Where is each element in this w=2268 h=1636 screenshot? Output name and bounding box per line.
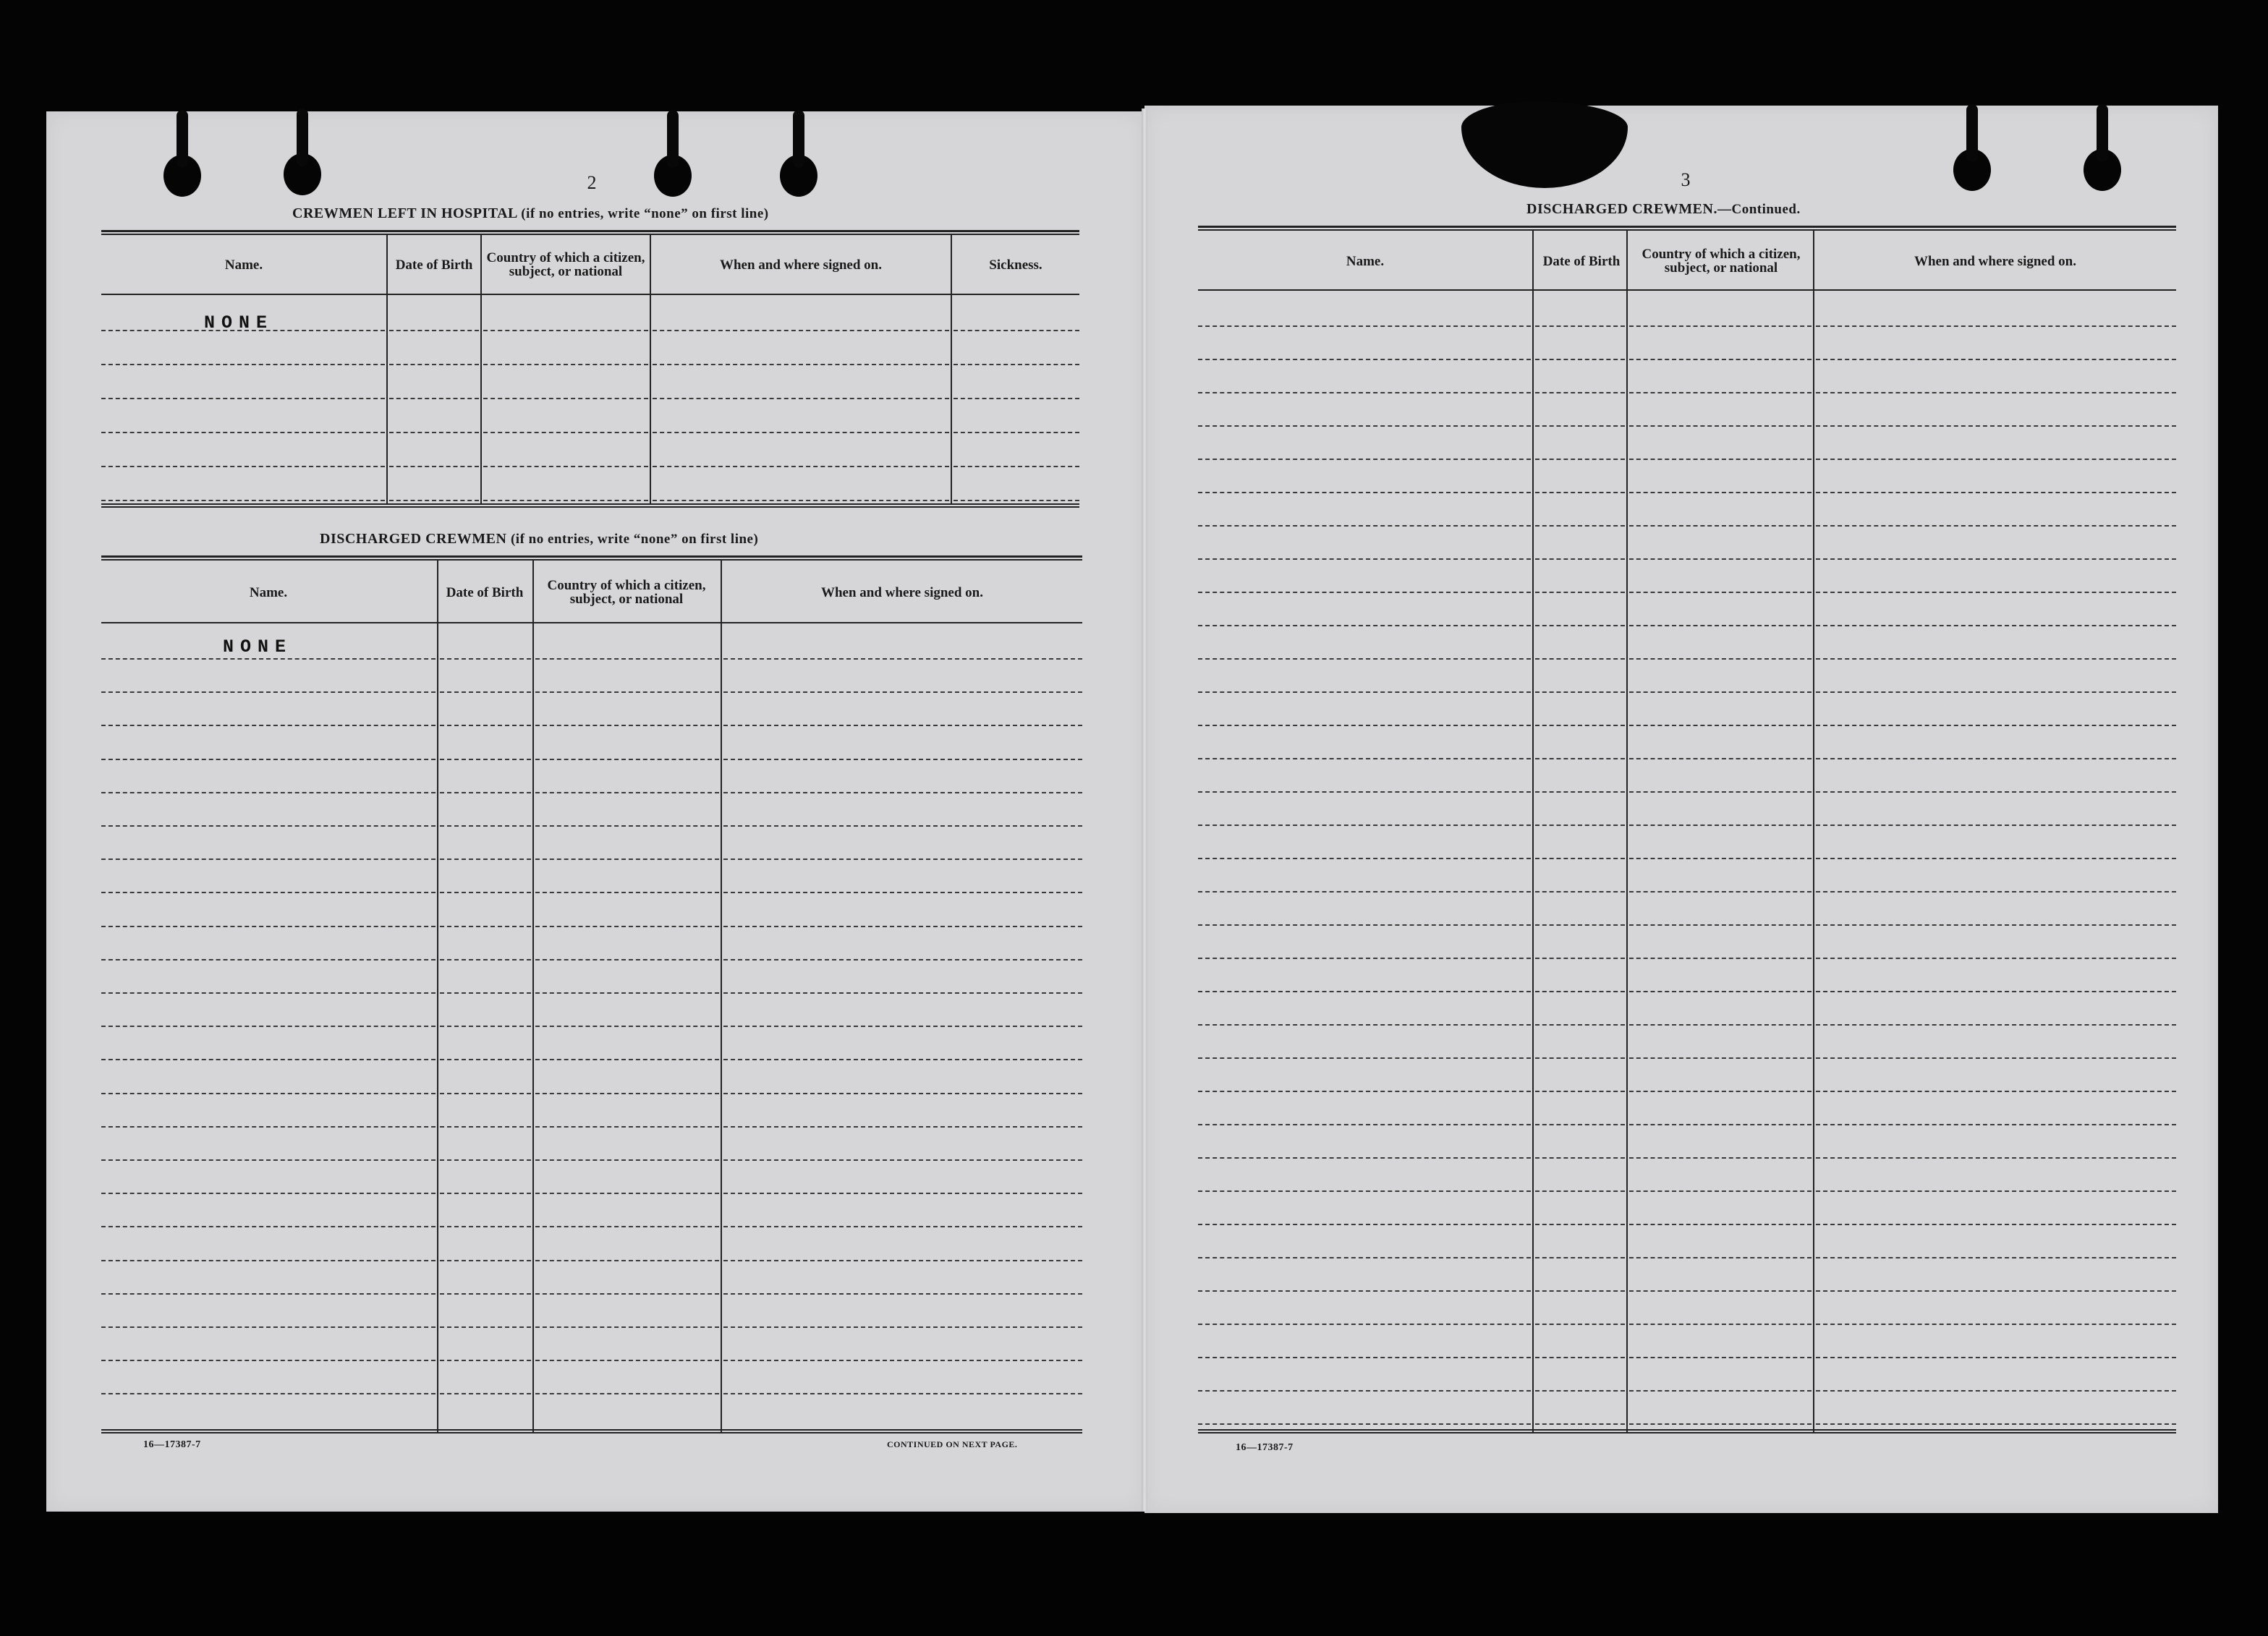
blank-entry-line (1198, 1024, 1531, 1026)
blank-entry-line (440, 1260, 531, 1261)
blank-entry-line (1535, 1423, 1625, 1425)
column-header-signed-on: When and where signed on. (820, 584, 983, 600)
blank-entry-line (1629, 459, 1812, 460)
form-number: 16—17387-7 (143, 1439, 201, 1450)
blank-entry-line (653, 500, 949, 501)
blank-entry-line (1535, 1390, 1625, 1392)
blank-entry-line (1629, 791, 1812, 793)
blank-entry-line (535, 992, 719, 994)
blank-entry-line (1629, 658, 1812, 660)
blank-entry-line (1629, 825, 1812, 826)
column-header-country: Country of which a citizen, subject, or national (1641, 247, 1801, 276)
blank-entry-line (1535, 1157, 1625, 1159)
blank-entry-line (1629, 1290, 1812, 1292)
blank-entry-line (1629, 492, 1812, 493)
blank-entry-line (1816, 991, 2176, 992)
blank-entry-line (954, 432, 1079, 433)
blank-entry-line (483, 398, 648, 399)
blank-entry-line (535, 1226, 719, 1227)
blank-entry-line (1629, 1390, 1812, 1392)
blank-entry-line (1535, 725, 1625, 726)
blank-entry-line (954, 500, 1079, 501)
blank-entry-line (535, 859, 719, 860)
blank-entry-line (723, 1360, 1082, 1361)
blank-entry-line (1816, 592, 2176, 593)
blank-entry-line (101, 959, 436, 960)
blank-entry-line (1535, 658, 1625, 660)
blank-entry-line (1629, 1423, 1812, 1425)
page-number: 3 (1681, 169, 1691, 190)
blank-entry-line (1816, 1423, 2176, 1425)
blank-entry-line (1816, 825, 2176, 826)
blank-entry-line (389, 500, 479, 501)
blank-entry-line (101, 725, 436, 726)
blank-entry-line (101, 1326, 436, 1328)
blank-entry-line (1535, 625, 1625, 626)
blank-entry-line (1535, 1057, 1625, 1059)
blank-entry-line (535, 1326, 719, 1328)
blank-entry-line (1629, 1124, 1812, 1125)
blank-entry-line (1198, 1390, 1531, 1392)
blank-entry-line (1629, 891, 1812, 892)
blank-entry-line (1535, 958, 1625, 959)
blank-entry-line (1816, 392, 2176, 393)
blank-entry-line (1198, 658, 1531, 660)
blank-entry-line (1816, 1157, 2176, 1159)
blank-entry-line (1535, 924, 1625, 926)
section-title-note: (if no entries, write “none” on first line) (510, 532, 759, 547)
column-header-sickness: Sickness. (989, 257, 1042, 273)
column-header-name: Name. (224, 257, 263, 273)
punch-hole (654, 155, 692, 197)
blank-entry-line (723, 1093, 1082, 1094)
blank-entry-line (483, 364, 648, 365)
continued-note: CONTINUED ON NEXT PAGE. (887, 1439, 1018, 1449)
scan-background (0, 1519, 2268, 1636)
page-fold (1142, 108, 1147, 1512)
page-number: 2 (587, 172, 597, 193)
blank-entry-line (440, 691, 531, 693)
discharged-continued-table (1198, 226, 2176, 1436)
blank-entry-line (1198, 625, 1531, 626)
blank-entry-line (1535, 791, 1625, 793)
blank-entry-line (535, 959, 719, 960)
blank-entry-line (1198, 359, 1531, 360)
blank-entry-line (1816, 891, 2176, 892)
blank-entry-line (1198, 858, 1531, 859)
blank-entry-line (723, 1126, 1082, 1128)
blank-entry-line (1629, 958, 1812, 959)
blank-entry-line (1535, 891, 1625, 892)
blank-entry-line (440, 1360, 531, 1361)
blank-entry-line (1629, 425, 1812, 427)
blank-entry-line (1198, 459, 1531, 460)
blank-entry-line (1535, 459, 1625, 460)
blank-entry-line (1198, 425, 1531, 427)
blank-entry-line (101, 691, 436, 693)
blank-entry-line (1629, 392, 1812, 393)
blank-entry-line (723, 892, 1082, 893)
blank-entry-line (101, 1393, 436, 1394)
blank-entry-line (440, 1059, 531, 1060)
blank-entry-line (1535, 1024, 1625, 1026)
blank-entry-line (1816, 924, 2176, 926)
blank-entry-line (1816, 625, 2176, 626)
punch-hole (284, 153, 321, 195)
blank-entry-line (723, 1260, 1082, 1261)
blank-entry-line (101, 825, 436, 827)
blank-entry-line (440, 926, 531, 927)
column-header-signed-on: When and where signed on. (1914, 253, 2076, 269)
blank-entry-line (1629, 725, 1812, 726)
blank-entry-line (535, 1260, 719, 1261)
blank-entry-line (1629, 1057, 1812, 1059)
section-title-bold: DISCHARGED CREWMEN. (1526, 201, 1717, 217)
blank-entry-line (101, 1193, 436, 1194)
blank-entry-line (1816, 958, 2176, 959)
blank-entry-line (723, 959, 1082, 960)
blank-entry-line (101, 1360, 436, 1361)
blank-entry-line (101, 759, 436, 760)
blank-entry-line (440, 1026, 531, 1027)
blank-entry-line (1198, 991, 1531, 992)
blank-entry-line (723, 759, 1082, 760)
blank-entry-line (101, 364, 385, 365)
blank-entry-line (1198, 1324, 1531, 1325)
blank-entry-line (1535, 1257, 1625, 1258)
blank-entry-line (535, 1293, 719, 1295)
blank-entry-line (483, 330, 648, 331)
discharged-section-title (320, 531, 758, 548)
blank-entry-line (1816, 1190, 2176, 1192)
blank-entry-line (723, 691, 1082, 693)
blank-entry-line (440, 825, 531, 827)
blank-entry-line (1816, 1057, 2176, 1059)
blank-entry-line (483, 432, 648, 433)
blank-entry-line (1629, 1157, 1812, 1159)
blank-entry-line (101, 1159, 436, 1161)
blank-entry-line (1629, 1224, 1812, 1225)
blank-entry-line (954, 364, 1079, 365)
blank-entry-line (1629, 1091, 1812, 1092)
blank-entry-line (440, 792, 531, 793)
blank-entry-line (1535, 1224, 1625, 1225)
section-title-note: (if no entries, write “none” on first line) (521, 206, 769, 221)
blank-entry-line (535, 1026, 719, 1027)
blank-entry-line (535, 725, 719, 726)
section-title-suffix: —Continued. (1717, 202, 1801, 217)
blank-entry-line (101, 1059, 436, 1060)
blank-entry-line (1816, 1324, 2176, 1325)
blank-entry-line (1629, 991, 1812, 992)
blank-entry-line (1816, 1091, 2176, 1092)
blank-entry-line (1816, 658, 2176, 660)
blank-entry-line (1198, 1423, 1531, 1425)
blank-entry-line (1198, 691, 1531, 693)
blank-entry-line (1816, 459, 2176, 460)
blank-entry-line (1816, 1290, 2176, 1292)
blank-entry-line (954, 466, 1079, 467)
blank-entry-line (440, 859, 531, 860)
blank-entry-line (1629, 1190, 1812, 1192)
blank-entry-line (535, 792, 719, 793)
blank-entry-line (535, 1093, 719, 1094)
column-header-name: Name. (249, 584, 288, 600)
blank-entry-line (535, 691, 719, 693)
blank-entry-line (440, 892, 531, 893)
blank-entry-line (723, 825, 1082, 827)
blank-entry-line (1198, 1257, 1531, 1258)
blank-entry-line (101, 1126, 436, 1128)
blank-entry-line (1816, 1024, 2176, 1026)
blank-entry-line (723, 792, 1082, 793)
column-header-date-of-birth: Date of Birth (1542, 253, 1621, 269)
blank-entry-line (1198, 525, 1531, 527)
blank-entry-line (723, 1226, 1082, 1227)
blank-entry-line (1816, 858, 2176, 859)
blank-entry-line (1535, 359, 1625, 360)
blank-entry-line (1816, 1357, 2176, 1358)
blank-entry-line (1816, 725, 2176, 726)
blank-entry-line (1816, 558, 2176, 560)
blank-entry-line (101, 1226, 436, 1227)
blank-entry-line (1198, 924, 1531, 926)
blank-entry-line (1535, 825, 1625, 826)
blank-entry-line (723, 1293, 1082, 1295)
blank-entry-line (535, 1360, 719, 1361)
blank-entry-line (954, 398, 1079, 399)
blank-entry-line (1198, 891, 1531, 892)
blank-entry-line (101, 992, 436, 994)
discharged-continued-title (1526, 201, 1801, 218)
blank-entry-line (1535, 858, 1625, 859)
blank-entry-line (440, 1393, 531, 1394)
blank-entry-line (101, 859, 436, 860)
blank-entry-line (1198, 1057, 1531, 1059)
blank-entry-line (101, 1093, 436, 1094)
discharged-table (101, 555, 1082, 1436)
punch-hole (163, 155, 201, 197)
blank-entry-line (723, 859, 1082, 860)
section-title-bold: CREWMEN LEFT IN HOSPITAL (292, 205, 517, 221)
blank-entry-line (1535, 425, 1625, 427)
column-header-name: Name. (1346, 253, 1385, 269)
blank-entry-line (101, 926, 436, 927)
blank-entry-line (1198, 325, 1531, 327)
column-header-signed-on: When and where signed on. (719, 257, 882, 273)
blank-entry-line (101, 658, 436, 660)
blank-entry-line (1198, 758, 1531, 759)
blank-entry-line (1629, 758, 1812, 759)
form-number: 16—17387-7 (1236, 1442, 1294, 1453)
blank-entry-line (101, 432, 385, 433)
blank-entry-line (1198, 392, 1531, 393)
punch-hole (780, 155, 817, 197)
blank-entry-line (1535, 525, 1625, 527)
blank-entry-line (1198, 825, 1531, 826)
discharged-entry-none: NONE (223, 636, 293, 657)
blank-entry-line (723, 1059, 1082, 1060)
blank-entry-line (1198, 592, 1531, 593)
blank-entry-line (723, 1026, 1082, 1027)
blank-entry-line (653, 330, 949, 331)
column-header-country: Country of which a citizen, subject, or national (486, 250, 645, 279)
blank-entry-line (535, 658, 719, 660)
blank-entry-line (101, 466, 385, 467)
blank-entry-line (101, 398, 385, 399)
blank-entry-line (723, 725, 1082, 726)
blank-entry-line (1535, 1124, 1625, 1125)
blank-entry-line (723, 1159, 1082, 1161)
blank-entry-line (653, 466, 949, 467)
blank-entry-line (653, 432, 949, 433)
blank-entry-line (535, 1126, 719, 1128)
blank-entry-line (1816, 1124, 2176, 1125)
blank-entry-line (535, 759, 719, 760)
blank-entry-line (1198, 492, 1531, 493)
section-title-bold: DISCHARGED CREWMEN (320, 531, 507, 547)
blank-entry-line (1198, 1124, 1531, 1125)
blank-entry-line (440, 1126, 531, 1128)
blank-entry-line (1198, 791, 1531, 793)
blank-entry-line (1816, 359, 2176, 360)
blank-entry-line (389, 330, 479, 331)
blank-entry-line (535, 1193, 719, 1194)
hospital-section-title (292, 205, 769, 222)
blank-entry-line (1535, 1091, 1625, 1092)
blank-entry-line (1629, 1357, 1812, 1358)
blank-entry-line (723, 992, 1082, 994)
blank-entry-line (1535, 1190, 1625, 1192)
blank-entry-line (535, 892, 719, 893)
blank-entry-line (440, 725, 531, 726)
blank-entry-line (535, 1159, 719, 1161)
blank-entry-line (653, 398, 949, 399)
blank-entry-line (1198, 725, 1531, 726)
blank-entry-line (1816, 1224, 2176, 1225)
blank-entry-line (389, 432, 479, 433)
blank-entry-line (1629, 359, 1812, 360)
blank-entry-line (101, 1293, 436, 1295)
blank-entry-line (653, 364, 949, 365)
blank-entry-line (1629, 558, 1812, 560)
blank-entry-line (1816, 691, 2176, 693)
blank-entry-line (440, 1326, 531, 1328)
blank-entry-line (1535, 325, 1625, 327)
blank-entry-line (1816, 1257, 2176, 1258)
blank-entry-line (440, 658, 531, 660)
blank-entry-line (440, 1093, 531, 1094)
blank-entry-line (1629, 592, 1812, 593)
blank-entry-line (1198, 1290, 1531, 1292)
blank-entry-line (535, 926, 719, 927)
hospital-entry-none: NONE (204, 312, 274, 333)
blank-entry-line (535, 825, 719, 827)
blank-entry-line (389, 398, 479, 399)
blank-entry-line (723, 926, 1082, 927)
column-header-country: Country of which a citizen, subject, or national (547, 578, 706, 607)
blank-entry-line (1535, 392, 1625, 393)
blank-entry-line (1535, 558, 1625, 560)
blank-entry-line (101, 500, 385, 501)
blank-entry-line (1535, 991, 1625, 992)
blank-entry-line (440, 1193, 531, 1194)
blank-entry-line (954, 330, 1079, 331)
blank-entry-line (1198, 558, 1531, 560)
hospital-table (101, 230, 1079, 509)
blank-entry-line (1629, 691, 1812, 693)
blank-entry-line (1816, 525, 2176, 527)
blank-entry-line (535, 1059, 719, 1060)
blank-entry-line (1629, 325, 1812, 327)
blank-entry-line (1816, 758, 2176, 759)
blank-entry-line (1535, 492, 1625, 493)
blank-entry-line (483, 500, 648, 501)
blank-entry-line (389, 466, 479, 467)
blank-entry-line (483, 466, 648, 467)
blank-entry-line (1198, 1091, 1531, 1092)
blank-entry-line (389, 364, 479, 365)
blank-entry-line (1535, 1324, 1625, 1325)
blank-entry-line (1816, 492, 2176, 493)
blank-entry-line (101, 1260, 436, 1261)
blank-entry-line (101, 1026, 436, 1027)
blank-entry-line (1629, 1324, 1812, 1325)
blank-entry-line (440, 759, 531, 760)
blank-entry-line (1816, 325, 2176, 327)
blank-entry-line (1535, 691, 1625, 693)
blank-entry-line (1535, 592, 1625, 593)
punch-hole (1953, 149, 1991, 191)
blank-entry-line (1629, 625, 1812, 626)
blank-entry-line (1629, 924, 1812, 926)
blank-entry-line (1629, 525, 1812, 527)
blank-entry-line (440, 1293, 531, 1295)
blank-entry-line (1198, 1190, 1531, 1192)
column-header-date-of-birth: Date of Birth (446, 584, 524, 600)
blank-entry-line (1535, 758, 1625, 759)
punch-hole (2084, 149, 2121, 191)
blank-entry-line (1629, 858, 1812, 859)
blank-entry-line (535, 1393, 719, 1394)
blank-entry-line (1629, 1257, 1812, 1258)
blank-entry-line (101, 892, 436, 893)
blank-entry-line (1816, 425, 2176, 427)
blank-entry-line (1535, 1357, 1625, 1358)
blank-entry-line (1198, 958, 1531, 959)
blank-entry-line (1816, 791, 2176, 793)
blank-entry-line (440, 992, 531, 994)
column-header-date-of-birth: Date of Birth (395, 257, 473, 273)
blank-entry-line (1198, 1157, 1531, 1159)
blank-entry-line (1198, 1224, 1531, 1225)
blank-entry-line (101, 792, 436, 793)
blank-entry-line (1535, 1290, 1625, 1292)
blank-entry-line (1816, 1390, 2176, 1392)
blank-entry-line (440, 959, 531, 960)
blank-entry-line (440, 1159, 531, 1161)
blank-entry-line (723, 1193, 1082, 1194)
blank-entry-line (723, 658, 1082, 660)
blank-entry-line (1198, 1357, 1531, 1358)
blank-entry-line (723, 1393, 1082, 1394)
blank-entry-line (1629, 1024, 1812, 1026)
blank-entry-line (723, 1326, 1082, 1328)
blank-entry-line (440, 1226, 531, 1227)
